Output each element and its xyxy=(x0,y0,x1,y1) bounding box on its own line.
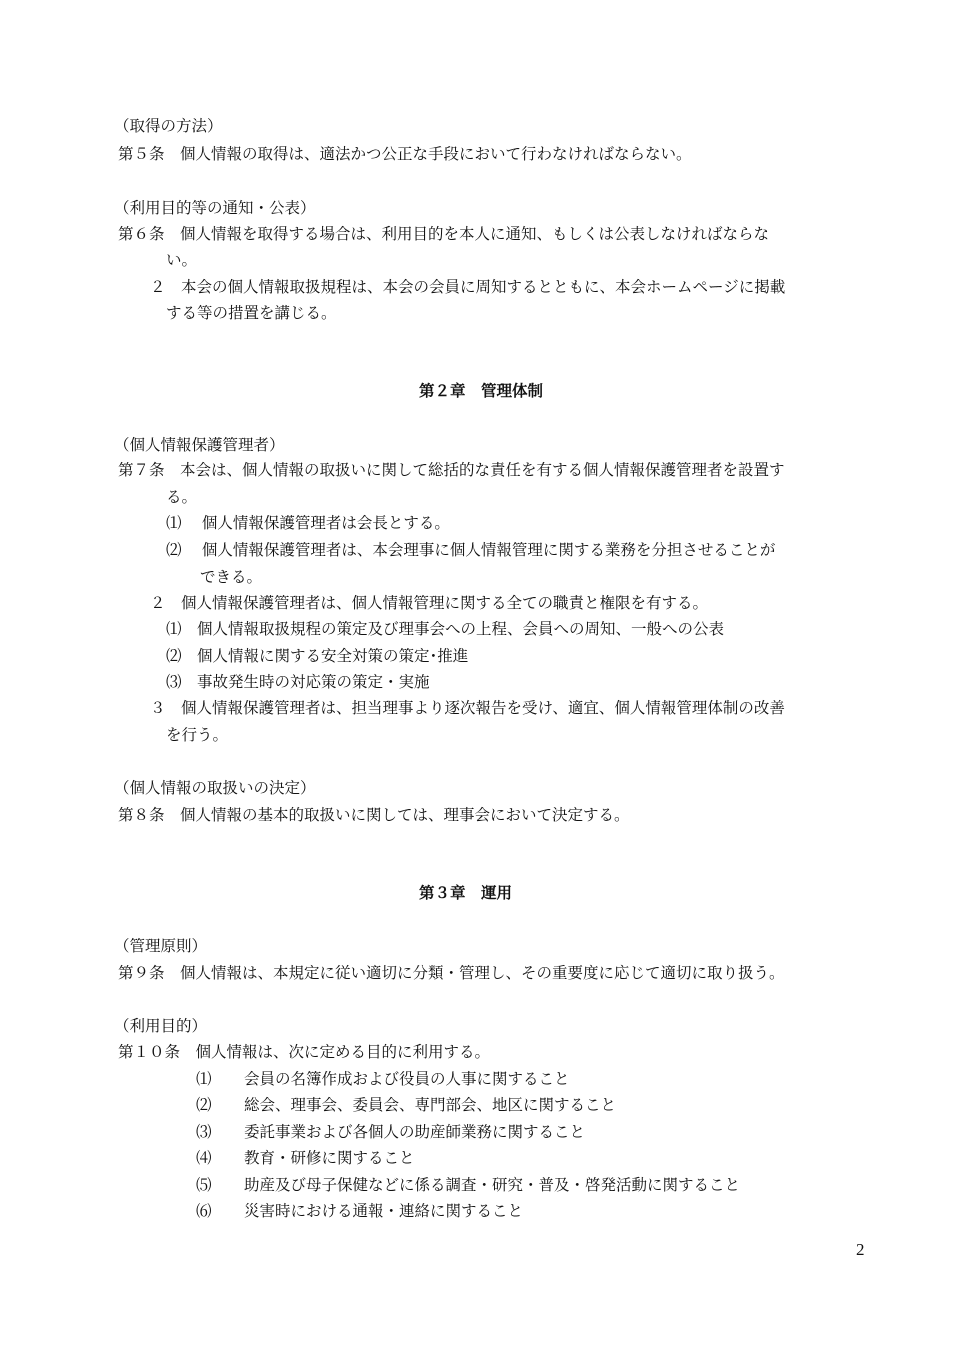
list-item xyxy=(196,1149,415,1167)
list-item-text: 会員の名簿作成および役員の人事に関すること xyxy=(244,1070,570,1088)
list-item-text: 教育・研修に関すること xyxy=(244,1149,415,1167)
article-7-item3-line1: ３ 個人情報保護管理者は、担当理事より逐次報告を受け、適宜、個人情報管理体制の改善 xyxy=(150,699,785,717)
article-7-item3-line2: を行う。 xyxy=(166,726,229,744)
list-item-number: ⑶ xyxy=(196,1123,212,1141)
article-7-sub2-line1: ⑵ 個人情報保護管理者は、本会理事に個人情報管理に関する業務を分担させることが xyxy=(166,541,776,559)
list-item xyxy=(196,1202,524,1220)
article-7-item2-sub2: ⑵ 個人情報に関する安全対策の策定･推進 xyxy=(166,647,469,665)
list-item-text: 委託事業および各個人の助産師業務に関すること xyxy=(244,1123,586,1141)
article-7-line2: る。 xyxy=(166,488,198,506)
article-8: 第８条 個人情報の基本的取扱いに関しては、理事会において決定する。 xyxy=(118,806,630,824)
list-item-number: ⑵ xyxy=(196,1096,212,1114)
article-6-line2: い。 xyxy=(166,251,198,269)
list-item-text: 総会、理事会、委員会、専門部会、地区に関すること xyxy=(244,1096,617,1114)
list-item-text: 助産及び母子保健などに係る調査・研究・普及・啓発活動に関すること xyxy=(244,1176,741,1194)
article-5: 第５条 個人情報の取得は、適法かつ公正な手段において行わなければならない。 xyxy=(118,145,692,163)
article-7-item2-sub3: ⑶ 事故発生時の対応策の策定・実施 xyxy=(166,673,430,691)
list-item xyxy=(196,1123,586,1141)
section-caption-handling-decision: （個人情報の取扱いの決定） xyxy=(114,779,316,797)
article-6-line1: 第６条 個人情報を取得する場合は、利用目的を本人に通知、もしくは公表しなければならな xyxy=(118,225,770,243)
list-item xyxy=(196,1176,741,1194)
article-7-sub2-line2: できる。 xyxy=(200,568,263,586)
list-item xyxy=(196,1070,570,1088)
page-number: 2 xyxy=(856,1240,865,1259)
article-7-item2-sub1: ⑴ 個人情報取扱規程の策定及び理事会への上程、会員への周知、一般への公表 xyxy=(166,620,725,638)
section-caption-management-principle: （管理原則） xyxy=(114,937,208,955)
article-6-item2-line1: ２ 本会の個人情報取扱規程は、本会の会員に周知するとともに、本会ホームページに掲載 xyxy=(150,278,786,296)
article-7-sub1: ⑴ 個人情報保護管理者は会長とする。 xyxy=(166,514,450,532)
list-item-number: ⑷ xyxy=(196,1149,212,1167)
section-caption-privacy-manager: （個人情報保護管理者） xyxy=(114,436,285,454)
list-item-text: 災害時における通報・連絡に関すること xyxy=(244,1202,524,1220)
article-6-item2-line2: する等の措置を講じる。 xyxy=(166,304,337,322)
article-10: 第１０条 個人情報は、次に定める目的に利用する。 xyxy=(118,1043,491,1061)
chapter-3-title: 第３章 運用 xyxy=(419,884,513,902)
chapter-2-title: 第２章 管理体制 xyxy=(419,382,544,400)
article-7-item2: ２ 個人情報保護管理者は、個人情報管理に関する全ての職責と権限を有する。 xyxy=(150,594,709,612)
section-caption-acquisition-method: （取得の方法） xyxy=(114,117,223,135)
list-item-number: ⑴ xyxy=(196,1070,212,1088)
section-caption-notification: （利用目的等の通知・公表） xyxy=(114,199,316,217)
article-9: 第９条 個人情報は、本規定に従い適切に分類・管理し、その重要度に応じて適切に取り扱う。 xyxy=(118,964,785,982)
section-caption-purpose-of-use: （利用目的） xyxy=(114,1017,208,1035)
list-item-number: ⑸ xyxy=(196,1176,212,1194)
article-7-line1: 第７条 本会は、個人情報の取扱いに関して総括的な責任を有する個人情報保護管理者を設置す xyxy=(118,461,785,479)
list-item-number: ⑹ xyxy=(196,1202,212,1220)
list-item xyxy=(196,1096,617,1114)
